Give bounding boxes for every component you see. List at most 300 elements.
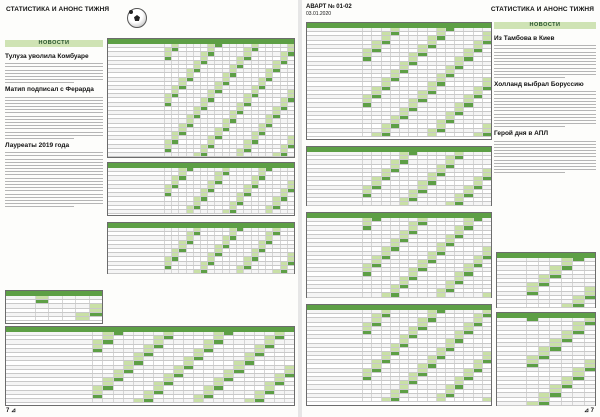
table-cell [572,377,583,380]
table-cell [35,309,48,312]
table-cell [417,53,426,56]
table-cell [445,41,454,44]
table-cell [538,343,549,346]
table-cell [390,226,399,229]
table-cell [251,253,258,256]
table-cell [200,90,207,93]
table-cell [417,235,426,238]
table-cell [427,108,436,111]
table-cell [123,391,133,394]
table-cell [399,314,408,317]
table-cell [203,353,213,356]
table-cell [200,228,207,231]
table-cell [408,243,417,246]
table-cell [445,62,454,65]
table-row-label [307,289,362,292]
table-cell [399,243,408,246]
table-cell [381,78,390,81]
table-cell [287,107,294,110]
table-cell [436,260,445,263]
table-row-label [307,160,362,163]
table-cell [463,231,472,234]
table-cell [399,247,408,250]
table-cell [186,168,193,171]
table-cell [390,394,399,397]
table-cell [371,243,380,246]
table-row-label [307,364,362,367]
table-cell [538,393,549,396]
table-cell [280,189,287,192]
table-row-label [307,226,362,229]
table-cell [526,343,537,346]
standings-table-7 [306,304,492,406]
table-cell [463,129,472,132]
table-cell [381,252,390,255]
table-cell [381,41,390,44]
table-cell [473,116,482,119]
table-row-label [307,369,362,372]
table-cell [284,395,294,398]
table-cell [251,94,258,97]
table-cell [233,332,243,335]
table-cell [123,361,133,364]
table-cell [265,98,272,101]
table-cell [362,281,371,284]
table-row-label [497,393,526,396]
table-cell [408,356,417,359]
table-cell [251,69,258,72]
table-cell [390,369,399,372]
table-cell [264,349,274,352]
table-cell [123,357,133,360]
table-row-label [307,74,362,77]
table-cell [102,357,112,360]
table-cell [436,318,445,321]
table-cell [178,232,185,235]
table-cell [371,87,380,90]
table-cell [408,293,417,296]
table-cell [102,391,112,394]
table-cell [538,279,549,282]
table-cell [381,394,390,397]
table-cell [526,326,537,329]
table-cell [454,74,463,77]
table-cell [287,202,294,205]
table-row-label [497,318,526,321]
table-cell [214,210,221,213]
table-cell [113,340,123,343]
table-row-label [307,335,362,338]
table-cell [222,236,229,239]
table-cell [572,385,583,388]
table-cell [183,336,193,339]
table-cell [222,69,229,72]
table-cell [427,32,436,35]
table-cell [371,377,380,380]
table-cell [272,57,279,60]
table-cell [251,262,258,265]
table-cell [183,349,193,352]
table-row-label [307,222,362,225]
table-cell [223,357,233,360]
table-cell [445,247,454,250]
table-cell [272,124,279,127]
table-cell [445,314,454,317]
table-cell [473,169,482,172]
table-cell [272,270,279,273]
table-cell [193,386,203,389]
table-cell [229,249,236,252]
table-cell [236,107,243,110]
table-cell [427,226,436,229]
table-cell [454,66,463,69]
table-cell [427,348,436,351]
table-cell [417,116,426,119]
table-cell [482,323,491,326]
table-row [497,304,595,308]
table-cell [445,116,454,119]
table-cell [390,385,399,388]
headline-1: Тулуза уволила Комбуаре [5,53,89,60]
table-row-label [6,395,92,398]
table-cell [171,181,178,184]
table-cell [463,181,472,184]
table-cell [153,370,163,373]
table-cell [390,293,399,296]
table-cell [454,390,463,393]
table-cell [371,177,380,180]
table-cell [390,260,399,263]
table-cell [381,369,390,372]
table-cell [233,336,243,339]
table-cell [214,206,221,209]
table-cell [265,245,272,248]
table-cell [526,304,537,307]
table-cell [362,66,371,69]
table-cell [436,99,445,102]
table-cell [236,103,243,106]
table-cell [572,300,583,303]
table-cell [207,107,214,110]
table-cell [164,149,171,152]
table-cell [272,189,279,192]
table-row-label [307,390,362,393]
table-cell [473,390,482,393]
table-cell [183,366,193,369]
table-cell [133,395,143,398]
table-row-label [108,210,164,213]
table-cell [427,124,436,127]
table-cell [371,281,380,284]
table-cell [236,249,243,252]
table-cell [213,332,223,335]
table-row-label [108,245,164,248]
table-cell [284,386,294,389]
table-cell [463,57,472,60]
table-cell [408,239,417,242]
table-cell [362,289,371,292]
table-cell [381,32,390,35]
table-cell [549,271,560,274]
table-cell [133,386,143,389]
table-row-label [497,335,526,338]
table-cell [454,310,463,313]
table-cell [284,378,294,381]
table-cell [243,48,250,51]
table-cell [463,41,472,44]
table-cell [254,340,264,343]
table-cell [427,28,436,31]
table-cell [362,156,371,159]
table-cell [203,345,213,348]
table-cell [244,370,254,373]
table-cell [584,318,595,321]
standings-table-2 [107,162,295,216]
table-cell [193,382,203,385]
table-row-label [307,36,362,39]
table-cell [287,253,294,256]
table-cell [200,145,207,148]
table-cell [243,57,250,60]
table-cell [436,177,445,180]
table-cell [171,94,178,97]
table-cell [473,231,482,234]
table-cell [482,181,491,184]
table-cell [222,232,229,235]
table-cell [214,69,221,72]
table-cell [427,235,436,238]
table-cell [399,339,408,342]
table-cell [203,391,213,394]
table-cell [243,128,250,131]
table-cell [390,331,399,334]
table-cell [229,128,236,131]
table-cell [236,119,243,122]
table-cell [371,156,380,159]
table-cell [408,348,417,351]
table-cell [482,373,491,376]
table-cell [399,256,408,259]
table-cell [229,57,236,60]
table-cell [482,277,491,280]
table-cell [381,344,390,347]
table-cell [362,385,371,388]
table-cell [258,185,265,188]
table-cell [381,116,390,119]
table-cell [371,57,380,60]
table-cell [171,193,178,196]
table-cell [222,48,229,51]
table-cell [251,48,258,51]
table-cell [390,364,399,367]
table-cell [164,241,171,244]
table-cell [280,149,287,152]
table-cell [287,176,294,179]
table-cell [272,132,279,135]
table-cell [200,119,207,122]
table-cell [236,90,243,93]
table-cell [445,331,454,334]
table-cell [143,361,153,364]
table-cell [213,374,223,377]
table-cell [417,177,426,180]
headline-5: Холланд выбрал Боруссию [494,81,584,89]
table-cell [473,377,482,380]
table-cell [482,99,491,102]
table-cell [171,262,178,265]
table-cell [427,70,436,73]
table-cell [287,124,294,127]
table-cell [222,176,229,179]
table-cell [417,281,426,284]
table-cell [214,266,221,269]
table-cell [258,111,265,114]
table-cell [92,382,102,385]
table-cell [229,73,236,76]
table-cell [183,370,193,373]
table-cell [482,226,491,229]
table-cell [214,257,221,260]
table-cell [243,82,250,85]
table-cell [399,264,408,267]
table-cell [236,98,243,101]
table-cell [390,243,399,246]
table-cell [436,194,445,197]
table-cell [280,140,287,143]
table-cell [473,87,482,90]
table-cell [265,262,272,265]
table-cell [178,245,185,248]
table-row-label [6,374,92,377]
table-cell [171,111,178,114]
table-row-label [307,129,362,132]
table-cell [436,281,445,284]
table-cell [222,78,229,81]
table-cell [133,361,143,364]
table-cell [222,172,229,175]
table-cell [362,99,371,102]
table-cell [436,364,445,367]
table-cell [399,385,408,388]
table-cell [538,356,549,359]
table-cell [213,340,223,343]
table-cell [463,293,472,296]
table-cell [408,152,417,155]
table-cell [233,345,243,348]
table-cell [572,372,583,375]
table-cell [427,264,436,267]
table-cell [381,218,390,221]
table-cell [243,210,250,213]
table-cell [473,252,482,255]
table-cell [244,361,254,364]
table-cell [214,181,221,184]
table-cell [572,275,583,278]
table-cell [258,44,265,47]
table-cell [284,332,294,335]
table-row-label [497,296,526,299]
table-cell [538,266,549,269]
table-cell [427,45,436,48]
table-cell [200,136,207,139]
table-cell [417,318,426,321]
table-cell [214,136,221,139]
table-cell [272,52,279,55]
table-cell [200,197,207,200]
table-cell [417,108,426,111]
table-cell [207,90,214,93]
table-cell [473,173,482,176]
table-cell [207,145,214,148]
table-cell [445,260,454,263]
table-cell [390,190,399,193]
table-cell [454,53,463,56]
table-cell [549,300,560,303]
table-cell [200,57,207,60]
table-cell [399,289,408,292]
table-cell [436,310,445,313]
table-cell [408,310,417,313]
table-cell [164,98,171,101]
table-row-label [108,128,164,131]
table-cell [193,399,203,402]
table-cell [287,245,294,248]
table-cell [163,361,173,364]
table-cell [178,57,185,60]
table-cell [265,145,272,148]
table-cell [549,360,560,363]
table-cell [417,369,426,372]
table-cell [229,103,236,106]
table-cell [229,149,236,152]
table-cell [251,197,258,200]
table-cell [454,293,463,296]
table-cell [463,260,472,263]
table-row-label [307,398,362,401]
table-cell [362,28,371,31]
table-cell [549,377,560,380]
table-cell [236,124,243,127]
table-cell [222,119,229,122]
table-row-label [108,206,164,209]
table-cell [454,181,463,184]
table-cell [284,361,294,364]
table-cell [251,52,258,55]
table-cell [265,266,272,269]
table-cell [280,145,287,148]
table-cell [436,268,445,271]
table-cell [454,28,463,31]
table-cell [463,394,472,397]
table-cell [265,249,272,252]
table-cell [287,115,294,118]
table-cell [280,253,287,256]
table-cell [207,236,214,239]
table-cell [549,352,560,355]
table-cell [236,210,243,213]
table-cell [244,395,254,398]
table-cell [207,73,214,76]
table-cell [254,336,264,339]
table-cell [463,74,472,77]
table-cell [233,357,243,360]
table-cell [463,243,472,246]
table-cell [390,235,399,238]
table-cell [222,189,229,192]
table-cell [272,228,279,231]
table-cell [526,266,537,269]
table-cell [229,136,236,139]
